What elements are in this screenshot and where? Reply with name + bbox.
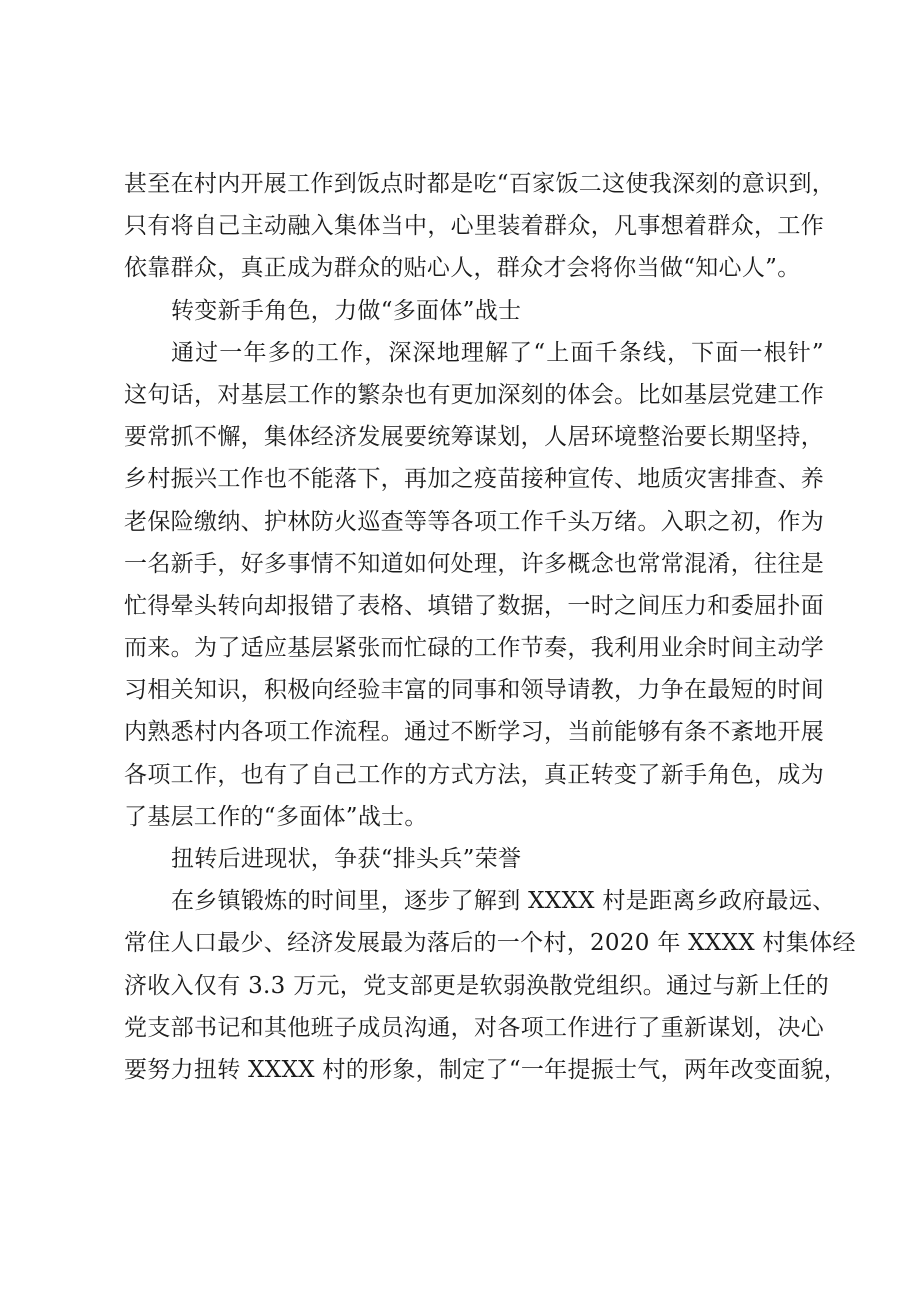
- text-line: 只有将自己主动融入集体当中，心里装着群众，凡事想着群众，工作: [124, 213, 824, 240]
- text-line: 要常抓不懈，集体经济发展要统筹谋划，人居环境整治要长期坚持，: [124, 424, 824, 451]
- text-line: 一名新手，好多事情不知道如何处理，许多概念也常常混淆，往往是: [124, 550, 824, 577]
- text-line: 内熟悉村内各项工作流程。通过不断学习，当前能够有条不紊地开展: [124, 719, 824, 746]
- section-heading: 转变新手角色，力做“多面体”战士: [171, 297, 522, 324]
- text-line: 忙得晕头转向却报错了表格、填错了数据，一时之间压力和委屈扑面: [124, 592, 824, 619]
- text-line: 要努力扭转 XXXX 村的形象，制定了“一年提振士气，两年改变面貌，: [124, 1056, 848, 1083]
- body-text: [124, 163, 856, 1091]
- text-line: 甚至在村内开展工作到饭点时都是吃“百家饭二这使我深刻的意识到，: [124, 171, 836, 197]
- text-line: 依靠群众，真正成为群众的贴心人，群众才会将你当做“知心人”。: [124, 255, 801, 282]
- section-heading: 扭转后进现状，争获“排头兵”荣誉: [171, 846, 522, 872]
- text-line: 各项工作，也有了自己工作的方式方法，真正转变了新手角色，成为: [124, 761, 824, 788]
- text-line: 这句话，对基层工作的繁杂也有更加深刻的体会。比如基层党建工作: [124, 381, 824, 408]
- text-line: 老保险缴纳、护林防火巡查等等各项工作千头万绪。入职之初，作为: [124, 508, 824, 535]
- paragraph-first-line: 通过一年多的工作，深深地理解了“上面千条线，下面一根针”: [171, 339, 824, 366]
- text-line: 济收入仅有 3.3 万元，党支部更是软弱涣散党组织。通过与新上任的: [124, 972, 830, 999]
- text-line: 习相关知识，积极向经验丰富的同事和领导请教，力争在最短的时间: [124, 677, 824, 704]
- text-line: 了基层工作的“多面体”战士。: [124, 803, 428, 830]
- text-line: 常住人口最少、经济发展最为落后的一个村，2020 年 XXXX 村集体经: [124, 930, 856, 957]
- text-line: 而来。为了适应基层紧张而忙碌的工作节奏，我利用业余时间主动学: [124, 635, 824, 662]
- text-line: 党支部书记和其他班子成员沟通，对各项工作进行了重新谋划，决心: [124, 1014, 824, 1041]
- paragraph-first-line: 在乡镇锻炼的时间里，逐步了解到 XXXX 村是距离乡政府最远、: [171, 888, 836, 915]
- text-line: 乡村振兴工作也不能落下，再加之疫苗接种宣传、地质灾害排查、养: [124, 466, 824, 493]
